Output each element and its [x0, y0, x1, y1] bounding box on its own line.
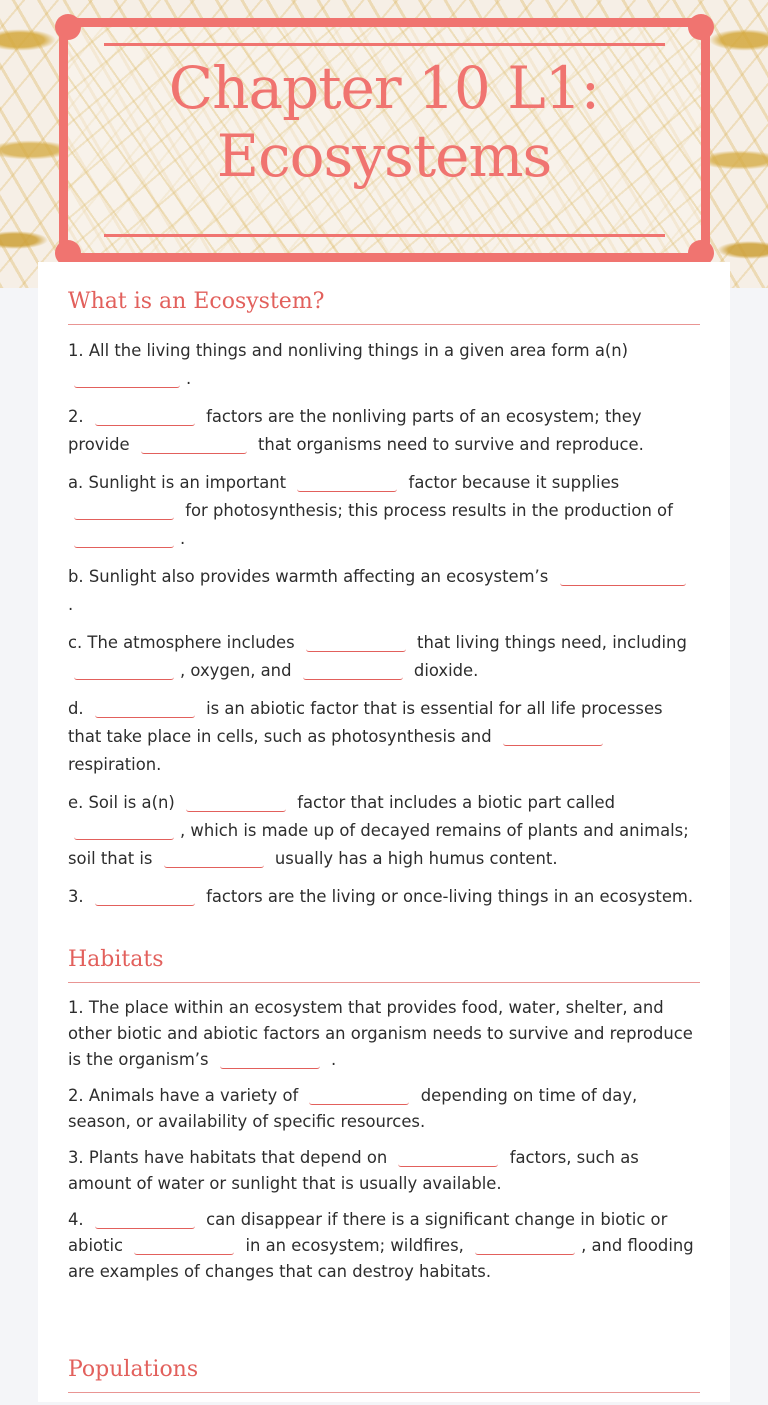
answer-blank[interactable]	[398, 1148, 498, 1167]
answer-blank[interactable]	[306, 633, 406, 652]
answer-blank[interactable]	[74, 661, 174, 680]
answer-blank[interactable]	[503, 727, 603, 746]
answer-blank[interactable]	[309, 1086, 409, 1105]
habitat-question-4	[68, 1207, 700, 1285]
section-ecosystem	[68, 288, 700, 921]
page-title: Chapter 10 L1: Ecosystems	[168, 54, 600, 190]
question-text: is an abiotic factor that is essential for all life processes that take place in cells, such as photosynthesis and	[68, 699, 663, 746]
question-2	[68, 403, 700, 459]
section-heading: Populations	[68, 1356, 700, 1393]
frame-corner	[688, 14, 714, 40]
question-text: .	[330, 1050, 337, 1069]
question-text: c. The atmosphere includes	[68, 633, 295, 652]
answer-blank[interactable]	[220, 1050, 320, 1069]
answer-blank[interactable]	[74, 501, 174, 520]
question-text: can disappear if there is a significant change in biotic or abiotic	[68, 1210, 668, 1255]
answer-blank[interactable]	[134, 1236, 234, 1255]
answer-blank[interactable]	[186, 793, 286, 812]
question-2e	[68, 789, 700, 873]
habitat-question-2	[68, 1083, 700, 1135]
question-text: b. Sunlight also provides warmth affecting an ecosystem’s	[68, 567, 549, 586]
section-heading: Habitats	[68, 946, 700, 983]
question-1	[68, 337, 700, 393]
question-text: depending on time of day, season, or availability of specific resources.	[68, 1086, 638, 1131]
question-text: .	[180, 529, 186, 548]
question-text: , and flooding are examples of changes that can destroy habitats.	[68, 1236, 694, 1281]
answer-blank[interactable]	[303, 661, 403, 680]
habitat-question-3	[68, 1145, 700, 1197]
decorative-banner	[0, 0, 768, 288]
question-text: a. Sunlight is an important	[68, 473, 287, 492]
answer-blank[interactable]	[475, 1236, 575, 1255]
question-text: respiration.	[68, 755, 162, 774]
question-text: 4.	[68, 1210, 84, 1229]
answer-blank[interactable]	[95, 887, 195, 906]
frame-rule-top	[104, 43, 665, 46]
section-habitats	[68, 946, 700, 1295]
question-text: e. Soil is a(n)	[68, 793, 175, 812]
section-populations	[68, 1356, 700, 1405]
question-2b	[68, 563, 700, 619]
section-heading: What is an Ecosystem?	[68, 288, 700, 325]
question-text: 2.	[68, 407, 84, 426]
frame-corner	[55, 14, 81, 40]
question-text: factors, such as amount of water or sunlight that is usually available.	[68, 1148, 639, 1193]
question-text: 3.	[68, 887, 84, 906]
question-text: factors are the nonliving parts of an ecosystem; they provide	[68, 407, 642, 454]
frame-rule-bottom	[104, 234, 665, 237]
question-text: 2. Animals have a variety of	[68, 1086, 299, 1105]
question-2c	[68, 629, 700, 685]
question-3	[68, 883, 700, 911]
question-text: factor because it supplies	[408, 473, 620, 492]
question-text: factor that includes a biotic part called	[297, 793, 615, 812]
question-text: d.	[68, 699, 84, 718]
answer-blank[interactable]	[141, 435, 247, 454]
question-text: 1. The place within an ecosystem that provides food, water, shelter, and other biotic and abiotic factors an organism needs to survive and reproduce is the organism’s	[68, 998, 693, 1069]
question-text: , oxygen, and	[180, 661, 292, 680]
question-2d	[68, 695, 700, 779]
question-text: 1. All the living things and nonliving things in a given area form a(n)	[68, 341, 629, 360]
worksheet-card	[38, 262, 730, 1402]
answer-blank[interactable]	[74, 529, 174, 548]
question-2a	[68, 469, 700, 553]
answer-blank[interactable]	[560, 567, 686, 586]
question-text: dioxide.	[413, 661, 479, 680]
answer-blank[interactable]	[95, 1210, 195, 1229]
question-text: usually has a high humus content.	[274, 849, 558, 868]
question-text: factors are the living or once-living things in an ecosystem.	[206, 887, 694, 906]
question-text: .	[68, 595, 74, 614]
answer-blank[interactable]	[74, 821, 174, 840]
question-text: that organisms need to survive and reproduce.	[258, 435, 644, 454]
question-text: .	[186, 369, 192, 388]
answer-blank[interactable]	[95, 407, 195, 426]
habitat-question-1	[68, 995, 700, 1073]
answer-blank[interactable]	[164, 849, 264, 868]
question-text: 3. Plants have habitats that depend on	[68, 1148, 388, 1167]
answer-blank[interactable]	[74, 369, 180, 388]
answer-blank[interactable]	[95, 699, 195, 718]
answer-blank[interactable]	[297, 473, 397, 492]
question-text: , which is made up of decayed remains of plants and animals; soil that is	[68, 821, 689, 868]
question-text: that living things need, including	[417, 633, 687, 652]
question-text: in an ecosystem; wildfires,	[245, 1236, 464, 1255]
question-text: for photosynthesis; this process results in the production of	[185, 501, 673, 520]
